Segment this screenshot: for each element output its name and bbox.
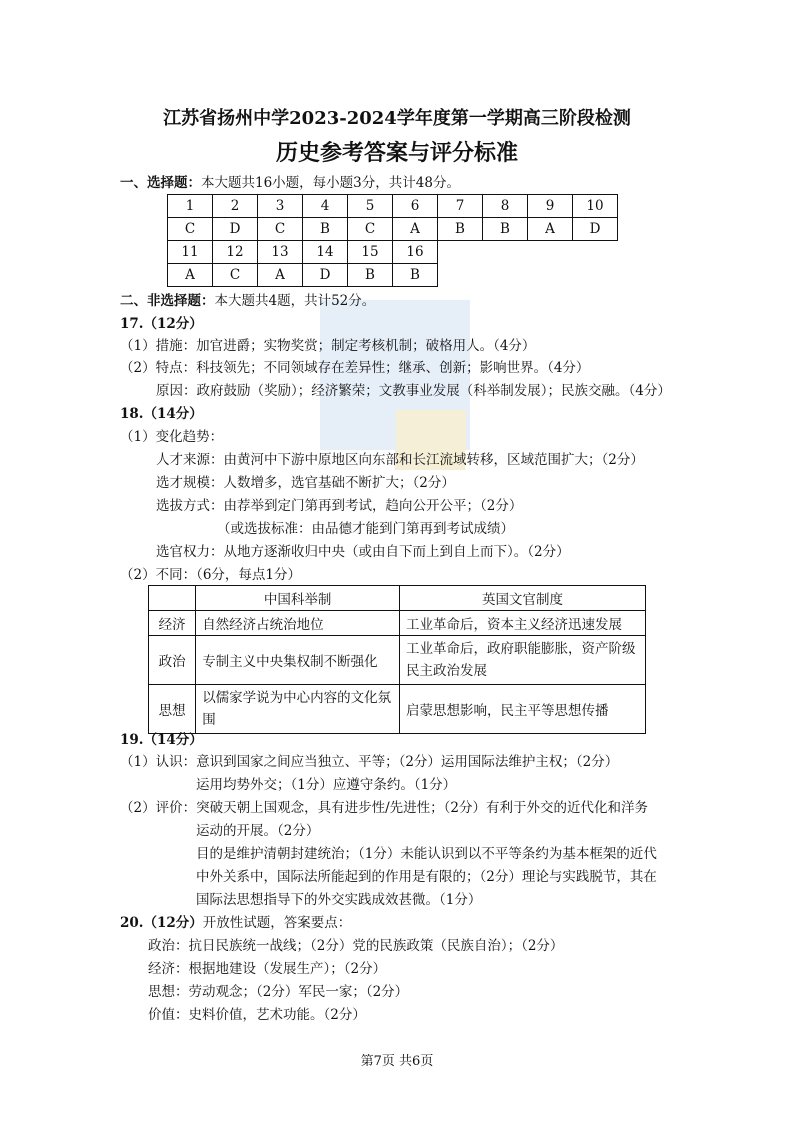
- q-answer: A: [168, 264, 213, 287]
- q20-title: 20.（12分）: [120, 915, 203, 931]
- q19-line3: （2）评价：突破天朝上国观念，具有进步性/先进性；（2分）有利于外交的近代化和洋务: [120, 800, 648, 816]
- q18-line3: 选才规模：人数增多，选官基础不断扩大；（2分）: [156, 475, 455, 491]
- table-row: [149, 611, 646, 636]
- row-label: 政治: [149, 636, 196, 685]
- q17-line1: （1）措施：加官进爵；实物奖赏；制定考核机制；破格用人。（4分）: [120, 338, 536, 354]
- q17-line3: 原因：政府鼓励（奖励）；经济繁荣；文教事业发展（科举制发展）；民族交融。（4分）: [156, 383, 671, 399]
- answer-grid-row2-nums: [168, 241, 618, 264]
- answer-grid-row2-answers: [168, 264, 618, 287]
- q19-line2: 运用均势外交；（1分）应遵守条约。（1分）: [196, 777, 457, 793]
- answer-grid-row1-answers: [168, 218, 618, 241]
- q-answer: B: [438, 218, 483, 241]
- q-answer: C: [348, 218, 393, 241]
- section1-heading-line: [120, 174, 460, 192]
- q-number: 14: [303, 241, 348, 264]
- table-cell: 专制主义中央集权制不断强化: [196, 636, 400, 685]
- table-cell: 工业革命后，资本主义经济迅速发展: [400, 611, 646, 636]
- q19-line6: 中外关系中，国际法所能起到的作用是有限的；（2分）理论与实践脱节，其在: [196, 869, 657, 885]
- q-number: 5: [348, 195, 393, 218]
- q-number: 11: [168, 241, 213, 264]
- q-answer: C: [213, 264, 258, 287]
- section1-desc: 本大题共16小题，每小题3分，共计48分。: [201, 175, 460, 191]
- q-answer: D: [573, 218, 618, 241]
- q-answer: A: [528, 218, 573, 241]
- page-number: 第7页 共6页: [360, 1054, 434, 1069]
- q18-line6: 选官权力：从地方逐渐收归中央（或由自下而上到自上而下）。（2分）: [156, 544, 570, 560]
- column-header-britain: 英国文官制度: [400, 586, 646, 611]
- corner-cell: [149, 586, 196, 611]
- table-cell: 工业革命后，政府职能膨胀，资产阶级民主政治发展: [400, 636, 646, 685]
- q20-line4: 价值：史料价值，艺术功能。（2分）: [148, 1007, 366, 1023]
- answer-grid-row1-nums: [168, 195, 618, 218]
- q19-line4: 运动的开展。（2分）: [196, 823, 320, 839]
- q-number: 12: [213, 241, 258, 264]
- q17-title: 17.（12分）: [120, 316, 203, 332]
- section2-heading-line: [120, 292, 375, 310]
- answer-grid: [167, 194, 618, 287]
- q-number: 16: [393, 241, 438, 264]
- q20-line2: 经济：根据地建设（发展生产）；（2分）: [148, 961, 387, 977]
- q19-line1: （1）认识：意识到国家之间应当独立、平等；（2分）运用国际法维护主权；（2分）: [120, 754, 619, 770]
- q18-line4: 选拔方式：由荐举到定门第再到考试，趋向公开公平；（2分）: [156, 498, 523, 514]
- section2-heading: 二、非选择题：: [120, 293, 215, 309]
- q20-line1: 政治：抗日民族统一战线；（2分）党的民族政策（民族自治）；（2分）: [148, 938, 564, 954]
- q-number: 15: [348, 241, 393, 264]
- q-answer: B: [348, 264, 393, 287]
- comparison-table: [148, 585, 646, 734]
- q-number: 3: [258, 195, 303, 218]
- q17-line2: （2）特点：科技领先；不同领域存在差异性；继承、创新；影响世界。（4分）: [120, 360, 590, 376]
- q18-title: 18.（14分）: [120, 406, 203, 422]
- doc-title-line1: 江苏省扬州中学2023-2024学年度第一学期高三阶段检测: [163, 108, 631, 129]
- q20-title-rest: 开放性试题，答案要点：: [202, 915, 352, 931]
- q-answer: B: [303, 218, 348, 241]
- q-number: 13: [258, 241, 303, 264]
- table-cell: 自然经济占统治地位: [196, 611, 400, 636]
- doc-title-line2: 历史参考答案与评分标准: [275, 140, 518, 166]
- q-number: 2: [213, 195, 258, 218]
- q-number: 6: [393, 195, 438, 218]
- row-label: 经济: [149, 611, 196, 636]
- table-cell: 启蒙思想影响，民主平等思想传播: [400, 685, 646, 734]
- q18-line2: 人才来源：由黄河中下游中原地区向东部和长江流域转移，区域范围扩大；（2分）: [156, 452, 644, 468]
- q-number: 4: [303, 195, 348, 218]
- q-answer: C: [258, 218, 303, 241]
- table-row: [149, 685, 646, 734]
- q-answer: D: [213, 218, 258, 241]
- q-answer: B: [393, 264, 438, 287]
- column-header-china: 中国科举制: [196, 586, 400, 611]
- q19-line7: 国际法思想指导下的外交实践成效甚微。（1分）: [196, 892, 482, 908]
- q-number: 7: [438, 195, 483, 218]
- q-answer: D: [303, 264, 348, 287]
- q20-title-line: [120, 914, 351, 932]
- q18-line7: （2）不同：（6分，每点1分）: [120, 567, 302, 583]
- q18-line5: （或选拔标准：由品德才能到门第再到考试成绩）: [217, 521, 514, 537]
- q18-line1: （1）变化趋势：: [120, 429, 224, 445]
- q19-line5: 目的是维护清朝封建统治；（1分）未能认识到以不平等条约为基本框架的近代: [196, 846, 657, 862]
- q-answer: C: [168, 218, 213, 241]
- q-number: 8: [483, 195, 528, 218]
- q20-line3: 思想：劳动观念；（2分）军民一家；（2分）: [148, 984, 409, 1000]
- row-label: 思想: [149, 685, 196, 734]
- table-row: [149, 636, 646, 685]
- q-answer: A: [393, 218, 438, 241]
- section2-desc: 本大题共4题，共计52分。: [214, 293, 376, 309]
- comparison-table-header: [149, 586, 646, 611]
- table-cell: 以儒家学说为中心内容的文化氛围: [196, 685, 400, 734]
- q-answer: A: [258, 264, 303, 287]
- section1-heading: 一、选择题：: [120, 175, 201, 191]
- q-answer: B: [483, 218, 528, 241]
- q-number: 9: [528, 195, 573, 218]
- q19-title: 19.（14分）: [120, 732, 203, 748]
- q-number: 10: [573, 195, 618, 218]
- q-number: 1: [168, 195, 213, 218]
